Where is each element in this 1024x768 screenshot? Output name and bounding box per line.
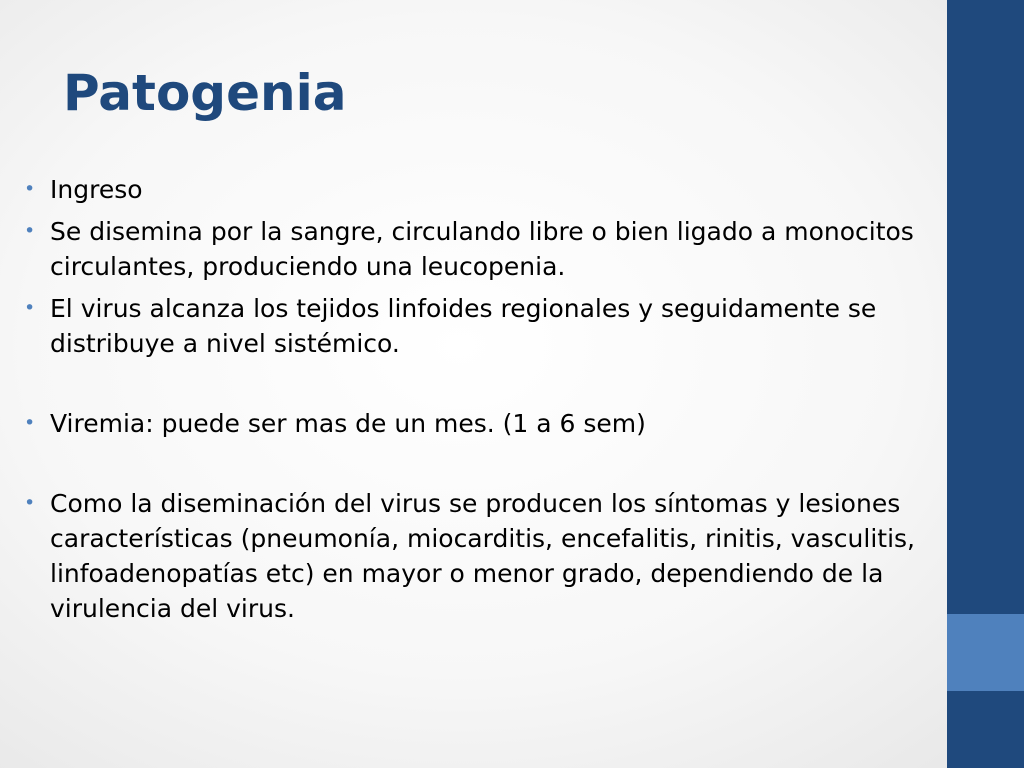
bullet-list bbox=[24, 172, 924, 633]
bullet-item bbox=[24, 406, 924, 441]
bullet-item bbox=[24, 172, 924, 207]
bullet-item bbox=[24, 291, 924, 361]
sidebar-accent-block bbox=[947, 614, 1024, 691]
bullet-text: Viremia: puede ser mas de un mes. (1 a 6 sem) bbox=[50, 409, 646, 438]
bullet-marker-icon: • bbox=[24, 297, 36, 319]
decorative-sidebar bbox=[947, 0, 1024, 768]
bullet-text: El virus alcanza los tejidos linfoides regionales y seguidamente se distribuye a nivel sistémico. bbox=[50, 294, 877, 358]
slide-title: Patogenia bbox=[63, 64, 347, 122]
bullet-marker-icon: • bbox=[24, 220, 36, 242]
bullet-item bbox=[24, 214, 924, 284]
bullet-text: Ingreso bbox=[50, 175, 143, 204]
bullet-marker-icon: • bbox=[24, 412, 36, 434]
bullet-text: Se disemina por la sangre, circulando libre o bien ligado a monocitos circulantes, produciendo una leucopenia. bbox=[50, 217, 914, 281]
bullet-text: Como la diseminación del virus se producen los síntomas y lesiones características (pneumonía, miocarditis, encefalitis, rinitis, vasculitis, linfoadenopatías etc) en mayor o menor grado, dependiendo de la virulencia del virus. bbox=[50, 489, 916, 623]
bullet-item bbox=[24, 486, 924, 626]
bullet-marker-icon: • bbox=[24, 178, 36, 200]
bullet-marker-icon: • bbox=[24, 492, 36, 514]
